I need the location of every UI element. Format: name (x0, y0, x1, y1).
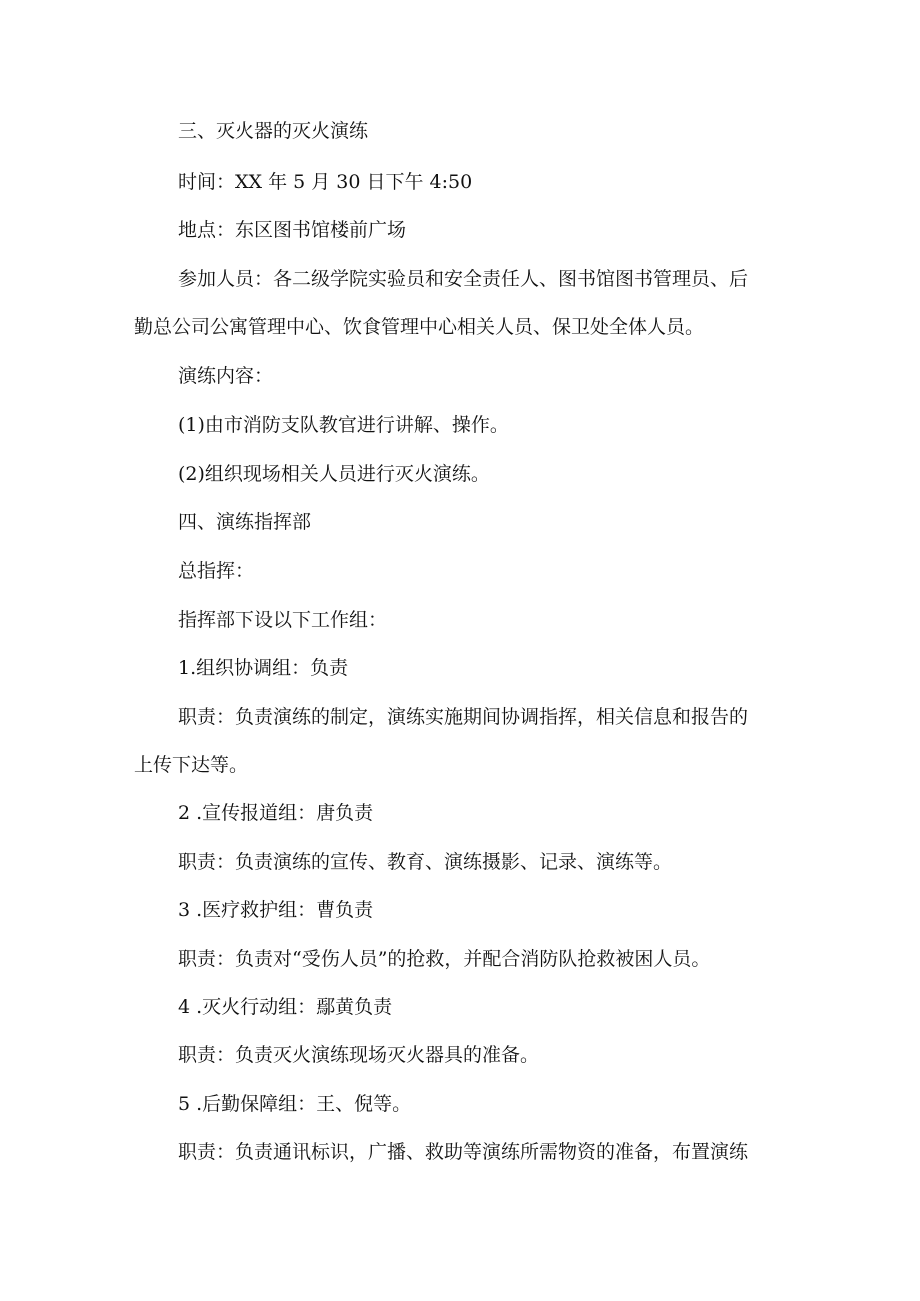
drill-content-item-2: (2)组织现场相关人员进行灭火演练。 (178, 463, 490, 485)
commander-label: 总指挥： (178, 560, 255, 582)
drill-content-item-1: (1)由市消防支队教官进行讲解、操作。 (178, 414, 509, 436)
participants-line-2: 勤总公司公寓管理中心、饮食管理中心相关人员、保卫处全体人员。 (134, 316, 705, 338)
drill-time: 时间：XX 年 5 月 30 日下午 4:50 (178, 171, 473, 193)
drill-content-label: 演练内容： (178, 365, 274, 387)
group-4-duty: 职责：负责灭火演练现场灭火器具的准备。 (178, 1044, 540, 1066)
group-1-title: 1.组织协调组：负责 (178, 657, 349, 679)
group-3-duty: 职责：负责对“受伤人员”的抢救，并配合消防队抢救被困人员。 (178, 948, 711, 970)
group-5-duty-line-1: 职责：负责通讯标识，广播、救助等演练所需物资的准备，布置演练 (178, 1141, 749, 1163)
group-1-duty-line-1: 职责：负责演练的制定，演练实施期间协调指挥，相关信息和报告的 (178, 706, 749, 728)
group-1-duty-line-2: 上传下达等。 (134, 754, 249, 776)
participants-line-1: 参加人员：各二级学院实验员和安全责任人、图书馆图书管理员、后 (178, 268, 749, 290)
group-2-title: 2 .宣传报道组：唐负责 (178, 802, 374, 824)
drill-location: 地点：东区图书馆楼前广场 (178, 219, 407, 241)
group-3-title: 3 .医疗救护组：曹负责 (178, 899, 374, 921)
group-4-title: 4 .灭火行动组：鄢黄负责 (178, 996, 393, 1018)
working-groups-intro: 指挥部下设以下工作组： (178, 609, 388, 631)
group-5-title: 5 .后勤保障组：王、倪等。 (178, 1093, 412, 1115)
group-2-duty: 职责：负责演练的宣传、教育、演练摄影、记录、演练等。 (178, 851, 673, 873)
section-heading-3: 三、灭火器的灭火演练 (178, 120, 369, 142)
section-heading-4: 四、演练指挥部 (178, 511, 312, 533)
